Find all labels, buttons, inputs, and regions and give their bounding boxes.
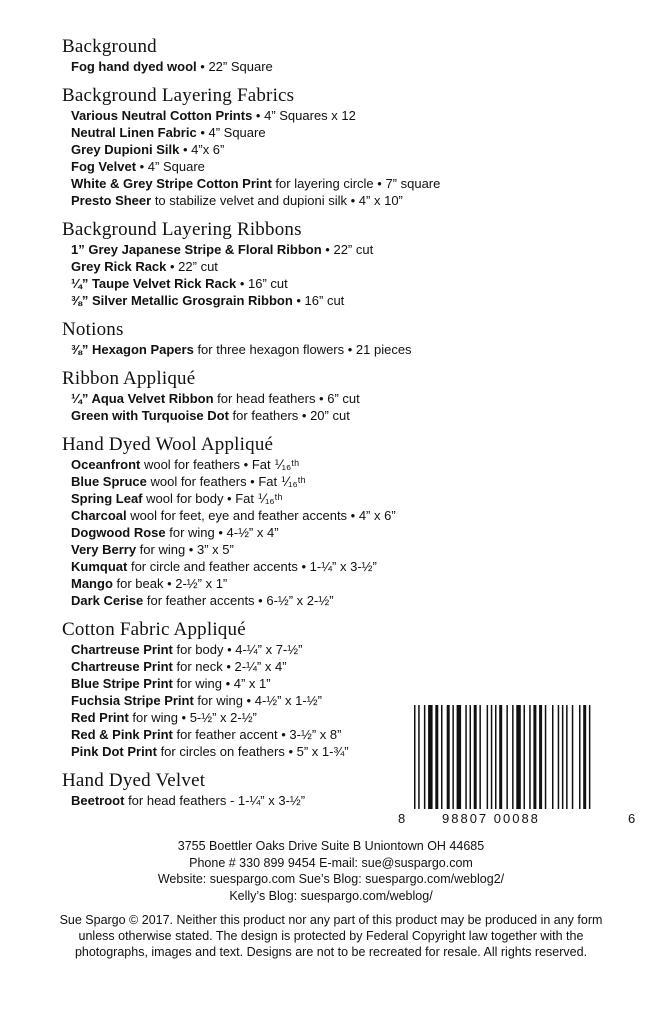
section-hand-dyed-wool-applique — [62, 434, 622, 609]
section-title: Background — [62, 36, 157, 57]
company-phone-email: Phone # 330 899 9454 E-mail: sue@suspargo.com — [189, 855, 473, 870]
section-title: Cotton Fabric Appliqué — [62, 619, 246, 640]
list-item: Grey Dupioni Silk • 4”x 6” — [71, 142, 225, 157]
copyright-notice: Sue Spargo © 2017. Neither this product nor any part of this product may be produced in any form unless otherwise stated. The design is protected by Federal Copyright law together with the photographs, images and text. Designs are not to be recreated for resale. All rights reserved. — [59, 913, 603, 959]
barcode-number: 98807 00088 — [442, 811, 540, 826]
list-item: Pink Dot Print for circles on feathers • 5” x 1-¾” — [71, 744, 349, 759]
section-notions — [62, 319, 622, 358]
company-website: Website: suespargo.com Sue’s Blog: suespargo.com/weblog2/ — [157, 872, 505, 886]
section-background — [62, 36, 622, 75]
list-item: Grey Rick Rack • 22” cut — [71, 259, 218, 274]
list-item: Oceanfront wool for feathers • Fat ⅟₁₆ᵗʰ — [71, 457, 300, 472]
list-item: ¼” Taupe Velvet Rick Rack • 16” cut — [71, 276, 288, 291]
list-item: Blue Stripe Print for wing • 4” x 1” — [71, 676, 271, 691]
section-title: Background Layering Fabrics — [62, 85, 295, 106]
barcode-bars — [412, 705, 622, 813]
list-item: Green with Turquoise Dot for feathers • 20” cut — [71, 408, 350, 423]
section-title: Background Layering Ribbons — [62, 219, 302, 240]
section-ribbon-applique — [62, 368, 622, 424]
list-item: ⅜” Silver Metallic Grosgrain Ribbon • 16” cut — [71, 293, 345, 308]
footer — [0, 838, 662, 960]
list-item: Dark Cerise for feather accents • 6-½” x 2-½” — [71, 593, 334, 608]
list-item: Chartreuse Print for body • 4-¼” x 7-½” — [71, 642, 303, 657]
list-item: Kumquat for circle and feather accents • 1-¼” x 3-½” — [71, 559, 377, 574]
list-item: Beetroot for head feathers - 1-¼” x 3-½” — [71, 793, 306, 808]
section-title: Notions — [62, 319, 124, 340]
list-item: ¼” Aqua Velvet Ribbon for head feathers • 6” cut — [71, 391, 360, 406]
list-item: Presto Sheer to stabilize velvet and dupioni silk • 4” x 10” — [71, 193, 403, 208]
materials-list — [62, 36, 622, 819]
upc-barcode — [392, 705, 640, 833]
list-item: Charcoal wool for feet, eye and feather accents • 4” x 6” — [71, 508, 396, 523]
section-background-layering-fabrics — [62, 85, 622, 209]
list-item: ⅜” Hexagon Papers for three hexagon flowers • 21 pieces — [71, 342, 412, 357]
list-item: Very Berry for wing • 3” x 5” — [71, 542, 234, 557]
barcode-left-digit: 8 — [398, 811, 406, 826]
list-item: Spring Leaf wool for body • Fat ⅟₁₆ᵗʰ — [71, 491, 283, 506]
list-item: Blue Spruce wool for feathers • Fat ⅟₁₆ᵗʰ — [71, 474, 306, 489]
barcode-right-digit: 6 — [628, 811, 636, 826]
list-item: Fog hand dyed wool • 22” Square — [71, 59, 273, 74]
section-title: Ribbon Appliqué — [62, 368, 196, 389]
list-item: White & Grey Stripe Cotton Print for layering circle • 7” square — [71, 176, 441, 191]
list-item: Various Neutral Cotton Prints • 4” Squares x 12 — [71, 108, 356, 123]
kelly-blog: Kelly’s Blog: suespargo.com/weblog/ — [229, 888, 433, 903]
section-background-layering-ribbons — [62, 219, 622, 309]
section-title: Hand Dyed Wool Appliqué — [62, 434, 274, 455]
list-item: Chartreuse Print for neck • 2-¼” x 4” — [71, 659, 287, 674]
list-item: Mango for beak • 2-½” x 1” — [71, 576, 228, 591]
list-item: Dogwood Rose for wing • 4-½” x 4” — [71, 525, 279, 540]
list-item: Fuchsia Stripe Print for wing • 4-½” x 1-½” — [71, 693, 322, 708]
list-item: Fog Velvet • 4” Square — [71, 159, 205, 174]
company-address: 3755 Boettler Oaks Drive Suite B Uniontown OH 44685 — [177, 839, 485, 853]
list-item: Red & Pink Print for feather accent • 3-½” x 8” — [71, 727, 342, 742]
section-title: Hand Dyed Velvet — [62, 770, 206, 791]
list-item: Neutral Linen Fabric • 4” Square — [71, 125, 266, 140]
list-item: 1” Grey Japanese Stripe & Floral Ribbon • 22” cut — [71, 242, 374, 257]
list-item: Red Print for wing • 5-½” x 2-½” — [71, 710, 257, 725]
